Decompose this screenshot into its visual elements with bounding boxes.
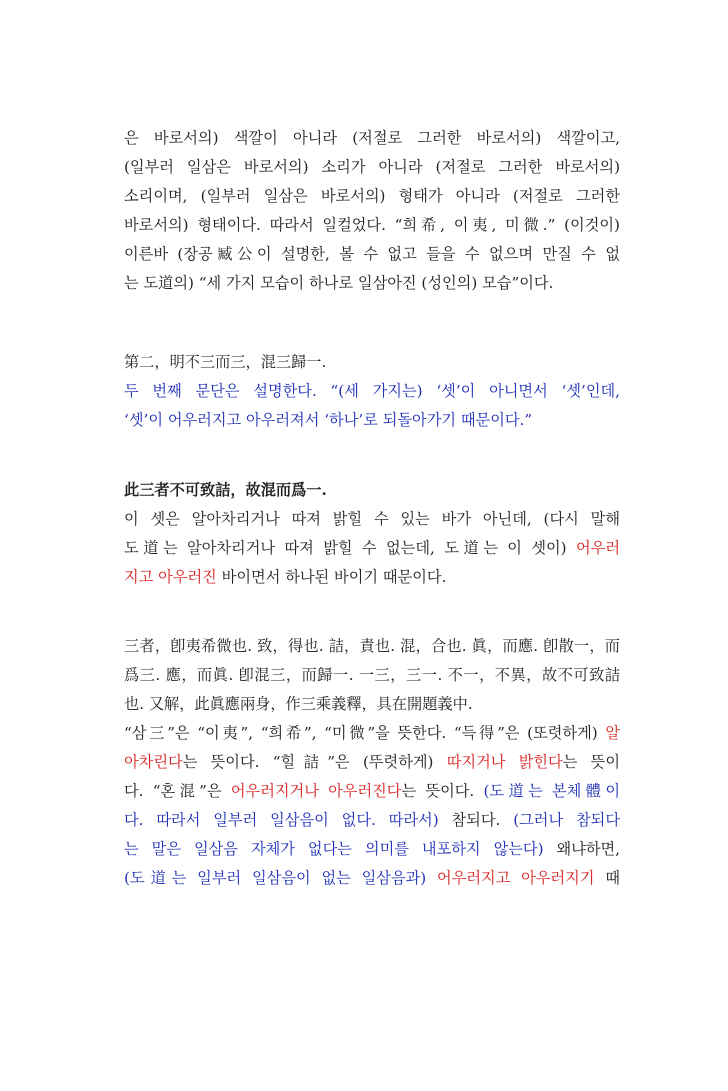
translation-line: [124, 806, 620, 835]
highlight-blue: (도道는 본체體이: [483, 782, 620, 800]
text-line: 은 바로서의) 색깔이 아니라 (저절로 그러한 바로서의) 색깔이고,: [124, 129, 620, 147]
translation-line: [124, 835, 620, 864]
text-span: 왜냐하면,: [543, 840, 620, 858]
hanja-commentary-line: 也. 又解，此眞應兩身，作三乘義釋，具在開題義中.: [124, 695, 473, 713]
text-span: “삼三”은 “이夷”, “희希”, “미微”을 뜻한다. “득得”은 (또렷하게): [124, 724, 606, 742]
paragraph-1: [124, 124, 620, 298]
text-span: 는 뜻이다. “힐詰”은 (뚜렷하게): [182, 753, 447, 771]
translation-line: [124, 864, 620, 893]
translation-line: [124, 777, 620, 806]
highlight-blue: 는 말은 일삼음 자체가 없다는 의미를 내포하지 않는다): [124, 840, 544, 858]
section-3-line: [124, 563, 620, 592]
highlight-blue: 다. 따라서 일부러 일삼음이 없다. 따라서): [124, 811, 439, 829]
section-3-line: 이 셋은 알아차리거나 따져 밝힐 수 있는 바가 아닌데, (다시 말해: [124, 510, 620, 528]
text-span: 도道는 알아차리거나 따져 밝힐 수 없는데, 도道는 이 셋이): [124, 539, 576, 557]
text-line: (일부러 일삼은 바로서의) 소리가 아니라 (저절로 그러한 바로서의): [124, 158, 620, 176]
section-2-commentary-line: 두 번째 문단은 설명한다. “(세 가지는) ‘셋’이 아니면서 ‘셋’인데,: [124, 382, 620, 400]
section-2-heading: 第二，明不三而三，混三歸一.: [124, 353, 327, 371]
highlight-red: 어우러지거나 아우러진다: [230, 782, 402, 800]
section-3-heading: 此三者不可致詰，故混而爲一.: [124, 481, 327, 499]
text-span: 참되다.: [438, 811, 514, 829]
section-4: [124, 632, 620, 893]
section-2: [124, 348, 620, 435]
translation-line: [124, 719, 620, 748]
highlight-red: 아차린다: [124, 753, 183, 771]
text-line: 소리이며, (일부러 일삼은 바로서의) 형태가 아니라 (저절로 그러한: [124, 187, 620, 205]
highlight-red: 지고 아우러진: [124, 568, 217, 586]
text-line: 는 도道의) “세 가지 모습이 하나로 일삼아진 (성인의) 모습”이다.: [124, 274, 554, 292]
text-span: 는 뜻이: [562, 753, 620, 771]
section-3-line: [124, 534, 620, 563]
highlight-red: 어우러지고 아우러지기: [437, 869, 595, 887]
text-span: [426, 869, 437, 887]
highlight-red: 알: [605, 724, 620, 742]
highlight-red: 어우러: [575, 539, 620, 557]
translation-line: [124, 748, 620, 777]
text-span: 는 뜻이다.: [401, 782, 484, 800]
highlight-blue: (도道는 일부러 일삼음이 없는 일삼음과): [124, 869, 427, 887]
highlight-blue: (그러나 참되다: [513, 811, 620, 829]
text-line: 바로서의) 형태이다. 따라서 일컬었다. “희希, 이夷, 미微.” (이것이): [124, 216, 620, 234]
highlight-red: 따지거나 밝힌다: [446, 753, 563, 771]
text-span: 바이면서 하나된 바이기 때문이다.: [216, 568, 447, 586]
hanja-commentary-line: 三者，卽夷希微也. 致，得也. 詰，責也. 混，合也. 眞，而應. 卽散一，而: [124, 637, 620, 655]
text-line: 이른바 (장공臧公이 설명한, 볼 수 없고 들을 수 없으며 만질 수 없: [124, 245, 620, 263]
text-span: 때: [594, 869, 620, 887]
text-span: 다. “혼混”은: [124, 782, 231, 800]
hanja-commentary-line: 爲三. 應，而眞. 卽混三，而歸一. 一三，三一. 不一，不異，故不可致詰: [124, 666, 620, 684]
section-2-commentary-line: ‘셋’이 어우러지고 아우러져서 ‘하나’로 되돌아가기 때문이다.”: [124, 411, 533, 429]
section-3: [124, 476, 620, 592]
